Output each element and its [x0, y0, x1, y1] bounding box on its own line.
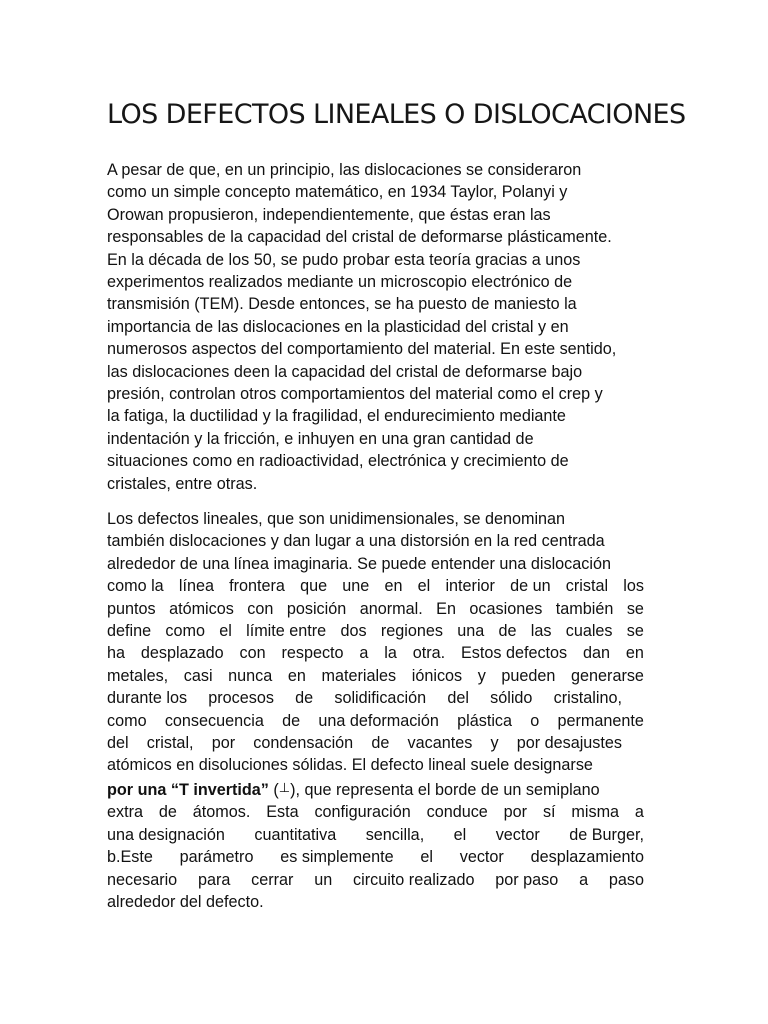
text-line: [107, 801, 644, 823]
word: cuales: [565, 622, 613, 641]
word: del: [447, 689, 469, 708]
word: sencilla,: [365, 825, 425, 844]
word: cristal: [565, 577, 609, 596]
word: en: [384, 577, 403, 596]
paragraph-intro: [107, 159, 663, 495]
text-fragment: ), que representa el borde de un semiplano: [290, 780, 600, 799]
text-line: numerosos aspectos del comportamiento del material. En este sentido,: [107, 340, 617, 359]
word: a: [634, 803, 644, 822]
word: cuantitativa: [254, 825, 337, 844]
text-line: las dislocaciones deen la capacidad del cristal de deformarse bajo: [107, 362, 583, 381]
word: a: [359, 644, 369, 663]
word: dan: [583, 644, 611, 663]
word: atómicos: [169, 599, 234, 618]
word: metales,: [107, 666, 169, 685]
word: parámetro: [179, 848, 254, 867]
text-line: indentación y la fricción, e inhuyen en una gran cantidad de: [107, 429, 534, 448]
word: generarse: [571, 666, 644, 685]
word: en: [625, 644, 644, 663]
word: solidificación: [334, 689, 427, 708]
word: como: [165, 622, 205, 641]
word: desplazado: [140, 644, 224, 663]
word: sólido: [490, 689, 533, 708]
text-line: [107, 824, 644, 846]
word: interior: [445, 577, 495, 596]
word: también: [555, 599, 614, 618]
word: regiones: [380, 622, 443, 641]
word: casi: [183, 666, 213, 685]
word: ha: [107, 644, 126, 663]
word: materiales: [321, 666, 397, 685]
word: anormal.: [359, 599, 423, 618]
text-line: también dislocaciones y dan lugar a una distorsión en la red centrada: [107, 532, 605, 551]
word: de: [498, 622, 517, 641]
text-line: la fatiga, la ductilidad y la fragilidad, el endurecimiento mediante: [107, 407, 566, 426]
page-title: LOS DEFECTOS LINEALES O DISLOCACIONES: [107, 99, 686, 130]
word: vacantes: [407, 734, 473, 753]
word: el: [417, 577, 431, 596]
word: que: [300, 577, 328, 596]
text-line: [107, 620, 644, 642]
word: cristalino,: [553, 689, 622, 708]
text-line: [107, 846, 644, 868]
word: un: [314, 870, 333, 889]
word: cristal,: [146, 734, 194, 753]
text-line: [107, 777, 663, 801]
word: dos: [340, 622, 367, 641]
text-line: [107, 665, 644, 687]
text-line: Los defectos lineales, que son unidimensionales, se denominan: [107, 510, 566, 528]
word: el: [453, 825, 467, 844]
word: límite entre: [246, 622, 327, 641]
word: configuración: [314, 803, 411, 822]
word: la: [384, 644, 397, 663]
word: misma: [571, 803, 620, 822]
word: de: [282, 711, 301, 730]
text-line: [107, 575, 644, 597]
text-line: importancia de las dislocaciones en la plasticidad del cristal y en: [107, 317, 569, 336]
word: ocasiones: [469, 599, 543, 618]
word: por desajustes: [516, 734, 622, 753]
word: En: [436, 599, 456, 618]
word: una deformación: [318, 711, 439, 730]
text-line: responsables de la capacidad del cristal de deformarse plásticamente.: [107, 228, 612, 247]
text-line: Orowan propusieron, independientemente, que éstas eran las: [107, 205, 551, 224]
word: de un: [510, 577, 551, 596]
word: o: [530, 711, 540, 730]
word: condensación: [253, 734, 354, 753]
word: une: [342, 577, 370, 596]
word: de: [158, 803, 177, 822]
word: de: [295, 689, 314, 708]
text-line: [107, 869, 644, 891]
word: circuito realizado: [353, 870, 475, 889]
word: cerrar: [251, 870, 294, 889]
word: como: [107, 711, 147, 730]
word: a: [579, 870, 589, 889]
word: Estos defectos: [460, 644, 568, 663]
text-line: cristales, entre otras.: [107, 474, 258, 493]
word: por: [503, 803, 528, 822]
word: las: [530, 622, 552, 641]
text-line: situaciones como en radioactividad, electrónica y crecimiento de: [107, 452, 569, 471]
word: se: [626, 599, 644, 618]
inverted-t-symbol: ⊥: [278, 779, 291, 795]
word: necesario: [107, 870, 178, 889]
word: otra.: [412, 644, 446, 663]
word: el: [420, 848, 433, 867]
word: nunca: [228, 666, 273, 685]
word: y: [477, 666, 486, 685]
text-line: experimentos realizados mediante un microscopio electrónico de: [107, 273, 573, 292]
word: durante los: [107, 689, 188, 708]
word: posición: [286, 599, 347, 618]
word: puntos: [107, 599, 156, 618]
word: para: [197, 870, 231, 889]
text-line: [107, 598, 644, 620]
word: define: [107, 622, 152, 641]
word: con: [239, 644, 266, 663]
word: por: [211, 734, 236, 753]
paragraph-definition: [107, 508, 663, 913]
word: el: [219, 622, 232, 641]
word: como la: [107, 577, 164, 596]
text-fragment: (: [268, 780, 279, 799]
text-line: [107, 642, 644, 664]
word: respecto: [281, 644, 344, 663]
word: pueden: [501, 666, 556, 685]
text-line: [107, 710, 644, 732]
word: iónicos: [411, 666, 463, 685]
word: paso: [608, 870, 644, 889]
word: extra: [107, 803, 143, 822]
text-line: En la década de los 50, se pudo probar esta teoría gracias a unos: [107, 250, 581, 269]
word: desplazamiento: [530, 848, 644, 867]
text-line: [107, 732, 622, 754]
word: en: [287, 666, 306, 685]
text-line: transmisión (TEM). Desde entonces, se ha puesto de maniesto la: [107, 295, 577, 314]
word: plástica: [457, 711, 513, 730]
word: procesos: [208, 689, 274, 708]
word: frontera: [229, 577, 285, 596]
word: y: [490, 734, 499, 753]
word: átomos.: [192, 803, 251, 822]
word: de Burger,: [569, 825, 644, 844]
word: los: [623, 577, 644, 596]
word: consecuencia: [164, 711, 264, 730]
word: Esta: [266, 803, 299, 822]
bold-phrase: por una “T invertida”: [107, 780, 269, 799]
word: línea: [178, 577, 214, 596]
word: b.Este: [107, 848, 153, 867]
word: permanente: [557, 711, 644, 730]
text-line: A pesar de que, en un principio, las dislocaciones se consideraron: [107, 161, 582, 179]
word: vector: [495, 825, 540, 844]
text-line: [107, 687, 622, 709]
word: del: [107, 734, 129, 753]
text-line: atómicos en disoluciones sólidas. El defecto lineal suele designarse: [107, 756, 593, 775]
word: una: [457, 622, 485, 641]
text-line: como un simple concepto matemático, en 1934 Taylor, Polanyi y: [107, 183, 568, 202]
word: vector: [459, 848, 504, 867]
word: de: [371, 734, 390, 753]
word: por paso: [495, 870, 559, 889]
word: conduce: [426, 803, 488, 822]
word: sí: [542, 803, 556, 822]
text-line: alrededor del defecto.: [107, 892, 264, 911]
word: con: [247, 599, 274, 618]
text-line: alrededor de una línea imaginaria. Se puede entender una dislocación: [107, 554, 611, 573]
text-line: presión, controlan otros comportamientos del material como el crep y: [107, 385, 603, 404]
word: es simplemente: [280, 848, 394, 867]
word: se: [626, 622, 644, 641]
word: una designación: [107, 825, 225, 844]
